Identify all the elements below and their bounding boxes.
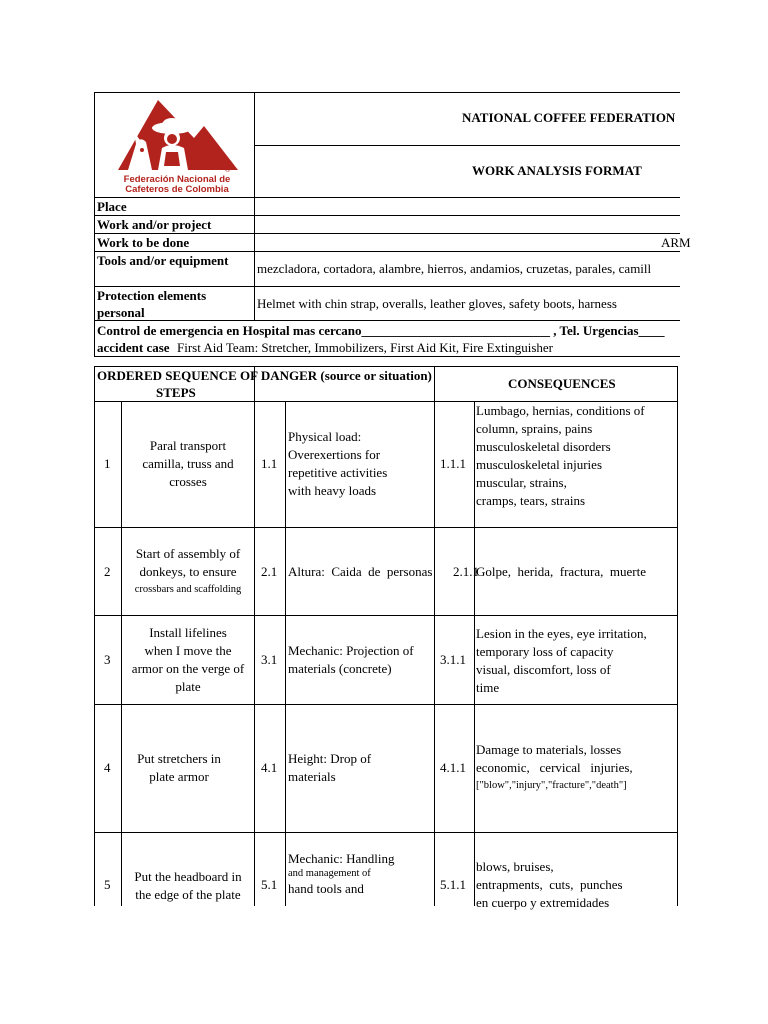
row-4-step: Put stretchers in plate armor [137,751,221,784]
emergency-line: Control de emergencia en Hospital mas cercano_____________________________ , Tel. Urgencias____ [97,323,665,338]
accident-value: First Aid Team: Stretcher, Immobilizers, First Aid Kit, Fire Extinguisher [177,340,554,355]
header-sequence: ORDERED SEQUENCE OF DANGER (source or situation) [97,368,432,383]
row-3-step: Install lifelines when I move the armor on the verge of plate [131,625,245,694]
row-2-danger-code: 2.1 [261,564,278,579]
row-4-num: 4 [104,760,111,775]
federation-logo [106,98,248,194]
row-5-cons-code: 5.1.1 [440,877,466,892]
row-1-consequences: Lumbago, hernias, conditions of column, sprains, pains musculoskeletal disorders musculoskeletal injuries muscular, strains, cramps, tears, strains [476,403,645,508]
row-4-danger: Height: Drop of materials [288,751,372,784]
place-label: Place [97,199,127,214]
row-3-cons-code: 3.1.1 [440,652,466,667]
protection-value: Helmet with chin strap, overalls, leather gloves, safety boots, harness [257,296,617,311]
row-2-consequences: Golpe, herida, fractura, muerte [476,564,647,579]
row-5-num: 5 [104,877,111,892]
logo-text-line2: Cafeteros de Colombia [125,184,229,195]
protection-label-line2: personal [97,305,145,320]
doc-title: WORK ANALYSIS FORMAT [472,163,642,178]
row-2-step: Start of assembly of donkeys, to ensure crossbars and scaffolding [134,546,242,595]
registered-mark: ® [225,167,231,174]
row-3-danger: Mechanic: Projection of materials (concrete) [288,643,414,676]
row-1-num: 1 [104,456,111,471]
work-done-label: Work to be done [97,235,190,250]
row-3-num: 3 [104,652,111,667]
logo-text-line1: Federación Nacional de [123,174,231,185]
row-1-cons-code: 1.1.1 [440,456,466,471]
row-5-step: Put the headboard in the edge of the plate [134,869,242,902]
header-steps: STEPS [156,385,196,400]
row-3-consequences: Lesion in the eyes, eye irritation, temporary loss of capacity visual, discomfort, loss of time [476,626,647,695]
tools-label: Tools and/or equipment [97,253,229,268]
tools-value: mezcladora, cortadora, alambre, hierros, andamios, cruzetas, parales, camill [257,261,652,276]
org-title: NATIONAL COFFEE FEDERATION [462,110,676,125]
work-project-label: Work and/or project [97,217,212,232]
row-2-danger: Altura: Caida de personas [288,564,433,579]
row-3-danger-code: 3.1 [261,652,278,667]
work-done-value: ARM [661,235,691,250]
row-2-cons-code: 2.1.1 [453,564,479,579]
row-4-danger-code: 4.1 [261,760,278,775]
row-1-danger-code: 1.1 [261,456,278,471]
row-2-num: 2 [104,564,111,579]
row-1-danger: Physical load: Overexertions for repetitive activities with heavy loads [288,429,388,498]
header-consequences: CONSEQUENCES [508,376,616,391]
row-1-step: Paral transport camilla, truss and crosses [142,438,234,489]
row-4-cons-code: 4.1.1 [440,760,466,775]
protection-label-line1: Protection elements [97,288,207,303]
row-5-danger-code: 5.1 [261,877,278,892]
accident-label: accident case [97,340,170,355]
row-4-consequences: Damage to materials, losses economic, cervical injuries, ["blow","injury","fracture","death"] [476,742,633,791]
row-5-danger: Mechanic: Handling and management of hand tools and [288,851,395,896]
row-5-consequences: blows, bruises, entrapments, cuts, punches en cuerpo y extremidades [476,859,623,910]
